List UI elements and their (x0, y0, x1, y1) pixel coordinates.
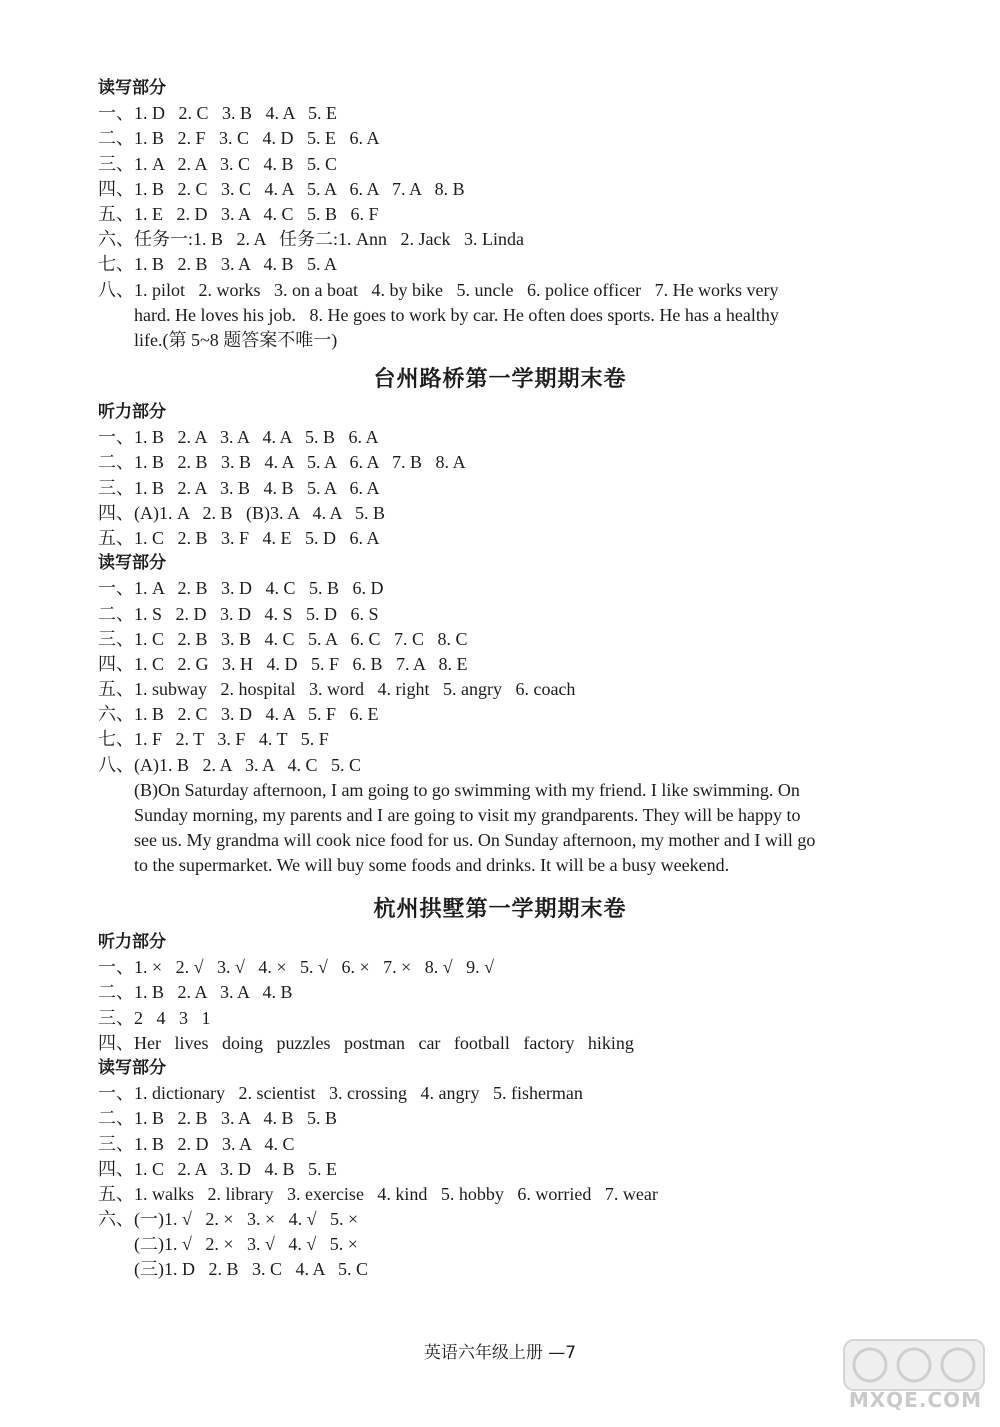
essay-line: (B)On Saturday afternoon, I am going to go swimming with my friend. I like swimming. On (134, 779, 800, 800)
answer-line: 六、(一)1. √ 2. × 3. × 4. √ 5. × (98, 1209, 359, 1230)
section-1 (98, 76, 958, 353)
answer-line: 四、(A)1. A 2. B (B)3. A 4. A 5. B (98, 502, 386, 523)
essay-line: see us. My grandma will cook nice food for us. On Sunday afternoon, my mother and I will go (134, 830, 816, 851)
answer-line: 七、1. B 2. B 3. A 4. B 5. A (98, 254, 338, 275)
answer-line: 一、1. A 2. B 3. D 4. C 5. B 6. D (98, 578, 384, 599)
answer-line: 五、1. C 2. B 3. F 4. E 5. D 6. A (98, 527, 380, 548)
answer-line: (二)1. √ 2. × 3. √ 4. √ 5. × (134, 1234, 358, 1255)
answer-line: 三、1. B 2. D 3. A 4. C (98, 1133, 295, 1154)
section-3 (98, 930, 958, 1283)
answer-line: 五、1. subway 2. hospital 3. word 4. right 5. angry 6. coach (98, 679, 576, 700)
answer-line: 一、1. dictionary 2. scientist 3. crossing 4. angry 5. fisherman (98, 1083, 583, 1104)
answer-line: 四、1. C 2. G 3. H 4. D 5. F 6. B 7. A 8. E (98, 653, 468, 674)
watermark (840, 1336, 988, 1416)
section-2 (98, 400, 958, 879)
answer-line: 四、Her lives doing puzzles postman car football factory hiking (98, 1032, 634, 1053)
answer-line: 二、1. B 2. B 3. A 4. B 5. B (98, 1108, 338, 1129)
answer-line: 二、1. B 2. F 3. C 4. D 5. E 6. A (98, 128, 380, 149)
answer-line: 一、1. × 2. √ 3. √ 4. × 5. √ 6. × 7. × 8. √ 9. √ (98, 957, 494, 978)
answer-line: 三、1. A 2. A 3. C 4. B 5. C (98, 153, 338, 174)
answer-line: 三、1. C 2. B 3. B 4. C 5. A 6. C 7. C 8. C (98, 628, 468, 649)
answer-line: 六、任务一:1. B 2. A 任务二:1. Ann 2. Jack 3. Linda (98, 229, 524, 250)
answer-line: 八、1. pilot 2. works 3. on a boat 4. by bike 5. uncle 6. police officer 7. He works very (98, 279, 779, 300)
section-heading: 读写部分 (98, 553, 166, 574)
answer-line: 八、(A)1. B 2. A 3. A 4. C 5. C (98, 754, 362, 775)
answer-line: 二、1. B 2. B 3. B 4. A 5. A 6. A 7. B 8. A (98, 452, 466, 473)
answer-line: 一、1. B 2. A 3. A 4. A 5. B 6. A (98, 427, 379, 448)
essay-line: to the supermarket. We will buy some foods and drinks. It will be a busy weekend. (134, 855, 730, 876)
answer-line: 二、1. B 2. A 3. A 4. B (98, 982, 293, 1003)
section-heading: 读写部分 (98, 1057, 166, 1078)
answer-line: 四、1. B 2. C 3. C 4. A 5. A 6. A 7. A 8. B (98, 178, 465, 199)
answer-line: 四、1. C 2. A 3. D 4. B 5. E (98, 1158, 338, 1179)
section-heading: 听力部分 (98, 932, 166, 952)
exam-title: 台州路桥第一学期期末卷 (373, 367, 627, 392)
answer-line: 三、1. B 2. A 3. B 4. B 5. A 6. A (98, 477, 380, 498)
answer-line: 五、1. walks 2. library 3. exercise 4. kind 5. hobby 6. worried 7. wear (98, 1183, 658, 1204)
answer-line-continued: life.(第 5~8 题答案不唯一) (134, 329, 338, 350)
watermark-text: MXQE.COM (848, 1388, 982, 1412)
answer-line: 二、1. S 2. D 3. D 4. S 5. D 6. S (98, 603, 379, 624)
section-heading: 读写部分 (98, 78, 166, 98)
page-footer: 英语六年级上册 —7 (423, 1343, 577, 1363)
answer-line: (三)1. D 2. B 3. C 4. A 5. C (134, 1259, 369, 1280)
essay-paragraph (98, 778, 958, 879)
exam-title: 杭州拱墅第一学期期末卷 (373, 897, 627, 922)
essay-line: Sunday morning, my parents and I are going to visit my grandparents. They will be happy to (134, 805, 801, 825)
answer-line: 一、1. D 2. C 3. B 4. A 5. E (98, 103, 338, 124)
answer-line: 七、1. F 2. T 3. F 4. T 5. F (98, 729, 329, 750)
answer-line: 六、1. B 2. C 3. D 4. A 5. F 6. E (98, 704, 379, 725)
answer-line: 五、1. E 2. D 3. A 4. C 5. B 6. F (98, 203, 379, 224)
answer-line: 三、2 4 3 1 (98, 1007, 211, 1028)
section-heading: 听力部分 (98, 402, 166, 422)
answer-line-continued: hard. He loves his job. 8. He goes to work by car. He often does sports. He has a healthy (134, 304, 779, 325)
